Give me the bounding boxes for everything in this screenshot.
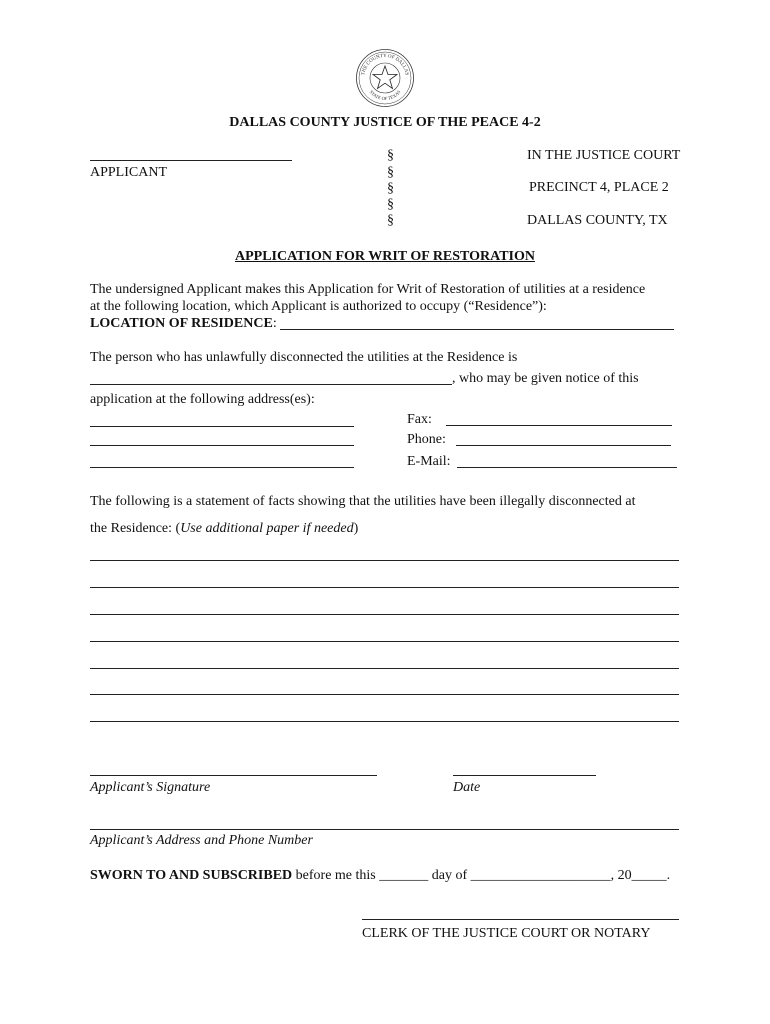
date-label: Date: [453, 780, 481, 795]
disconnector-line-2: , who may be given notice of this: [452, 371, 639, 386]
facts-line-2-italic: Use additional paper if needed: [180, 521, 354, 536]
section-mark: §: [387, 213, 394, 228]
facts-field-line[interactable]: [90, 614, 679, 615]
applicant-signature-line[interactable]: [90, 775, 377, 776]
facts-field-line[interactable]: [90, 641, 679, 642]
applicant-address-line[interactable]: [90, 829, 679, 830]
facts-field-line[interactable]: [90, 721, 679, 722]
clerk-label: CLERK OF THE JUSTICE COURT OR NOTARY: [362, 926, 651, 941]
phone-field[interactable]: [456, 445, 671, 446]
intro-line-2: at the following location, which Applicant is authorized to occupy (“Residence”):: [90, 299, 547, 314]
email-label: E-Mail:: [407, 454, 451, 469]
section-mark: §: [387, 148, 394, 163]
seal-top-text: THE COUNTY OF DALLAS: [361, 53, 409, 76]
disconnector-name-field[interactable]: [90, 384, 452, 385]
location-colon: :: [272, 316, 277, 331]
facts-line-2: [90, 520, 358, 537]
address-line-1-field[interactable]: [90, 426, 354, 427]
address-line-2-field[interactable]: [90, 445, 354, 446]
facts-field-line[interactable]: [90, 587, 679, 588]
intro-line-1: The undersigned Applicant makes this Application for Writ of Restoration of utilities at a residence: [90, 282, 646, 297]
applicant-address-label: Applicant’s Address and Phone Number: [90, 833, 313, 848]
location-of-residence-field[interactable]: [280, 329, 674, 330]
seal-bottom-text: STATE OF TEXAS: [368, 89, 402, 102]
form-title: APPLICATION FOR WRIT OF RESTORATION: [234, 249, 535, 264]
applicant-signature-label: Applicant’s Signature: [90, 780, 211, 795]
section-mark: §: [387, 197, 394, 212]
sworn-text: before me this _______ day of ____________________, 20_____.: [292, 868, 671, 883]
applicant-name-line[interactable]: [90, 160, 292, 161]
svg-text:STATE OF TEXAS: [369, 89, 402, 101]
email-field[interactable]: [457, 467, 677, 468]
facts-field-line[interactable]: [90, 560, 679, 561]
address-line-3-field[interactable]: [90, 467, 354, 468]
clerk-signature-line[interactable]: [362, 919, 679, 920]
section-mark: §: [387, 181, 394, 196]
disconnector-line-1: The person who has unlawfully disconnected the utilities at the Residence is: [90, 350, 518, 365]
applicant-label: APPLICANT: [90, 165, 168, 180]
star-icon: [373, 66, 397, 89]
court-line-3: DALLAS COUNTY, TX: [527, 213, 668, 228]
sworn-bold: SWORN TO AND SUBSCRIBED: [90, 868, 293, 883]
facts-line-2-prefix: the Residence: (: [90, 521, 181, 536]
disconnector-line-3: application at the following address(es):: [90, 392, 315, 407]
court-line-2: PRECINCT 4, PLACE 2: [529, 180, 669, 195]
dallas-county-seal: [355, 48, 415, 108]
phone-label: Phone:: [407, 432, 446, 447]
location-of-residence-row: [90, 315, 277, 332]
facts-line-1: The following is a statement of facts showing that the utilities have been illegally disconnected at: [90, 494, 636, 509]
facts-line-2-suffix: ): [353, 521, 359, 536]
sworn-statement: [90, 867, 670, 884]
date-line[interactable]: [453, 775, 596, 776]
court-title: DALLAS COUNTY JUSTICE OF THE PEACE 4-2: [229, 115, 541, 130]
facts-field-line[interactable]: [90, 668, 679, 669]
location-label: LOCATION OF RESIDENCE: [90, 316, 273, 331]
facts-field-line[interactable]: [90, 694, 679, 695]
fax-field[interactable]: [446, 425, 672, 426]
court-line-1: IN THE JUSTICE COURT: [527, 148, 681, 163]
fax-label: Fax:: [407, 412, 432, 427]
section-mark: §: [387, 165, 394, 180]
